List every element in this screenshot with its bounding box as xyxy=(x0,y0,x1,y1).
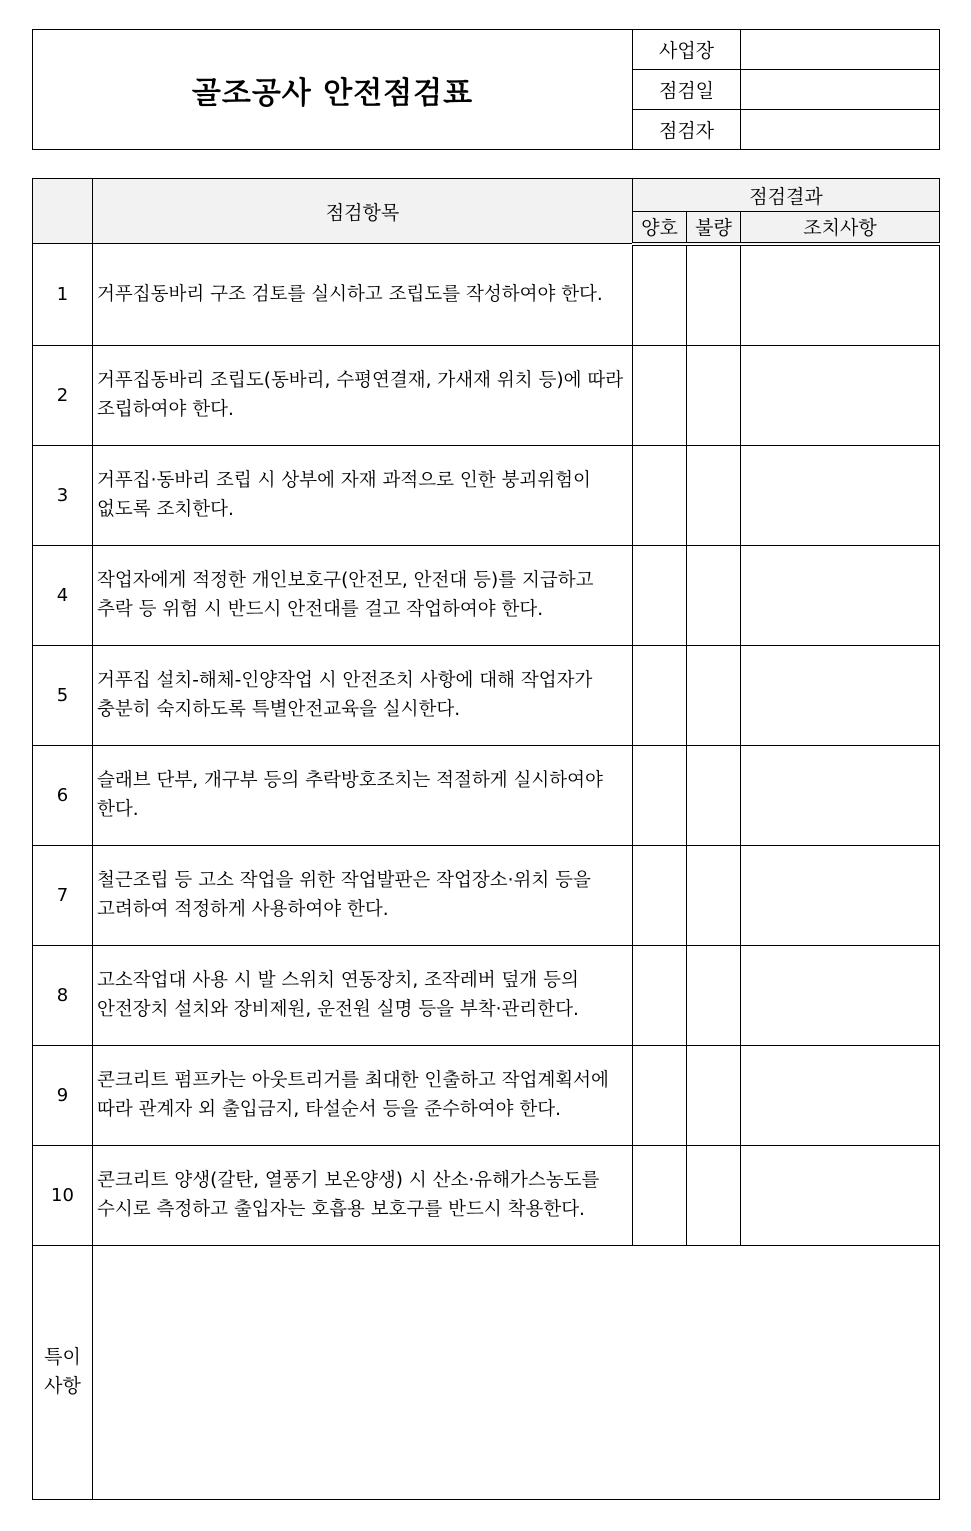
action-field[interactable] xyxy=(741,545,940,645)
action-field[interactable] xyxy=(741,244,940,346)
bad-checkbox[interactable] xyxy=(687,645,741,745)
inspection-date-label: 점검일 xyxy=(633,70,741,110)
table-row xyxy=(33,845,940,945)
checklist-table xyxy=(32,178,940,1500)
table-row xyxy=(33,1145,940,1245)
good-checkbox[interactable] xyxy=(633,1045,687,1145)
good-checkbox[interactable] xyxy=(633,945,687,1045)
bad-checkbox[interactable] xyxy=(687,445,741,545)
action-column-header: 조치사항 xyxy=(741,212,940,244)
check-item-text: 거푸집·동바리 조립 시 상부에 자재 과적으로 인한 붕괴위험이 없도록 조치한다. xyxy=(93,445,633,545)
remarks-label-line-2: 사항 xyxy=(44,1375,81,1397)
row-number: 1 xyxy=(33,244,93,346)
remarks-label-line-1: 특이 xyxy=(44,1346,81,1368)
table-row xyxy=(33,244,940,346)
header-table xyxy=(32,29,940,150)
site-label: 사업장 xyxy=(633,30,741,70)
table-row xyxy=(33,445,940,545)
row-number: 7 xyxy=(33,845,93,945)
number-column-header xyxy=(33,179,93,244)
good-column-header: 양호 xyxy=(633,212,687,244)
action-field[interactable] xyxy=(741,1145,940,1245)
action-field[interactable] xyxy=(741,845,940,945)
bad-checkbox[interactable] xyxy=(687,845,741,945)
bad-checkbox[interactable] xyxy=(687,1145,741,1245)
bad-checkbox[interactable] xyxy=(687,244,741,346)
action-field[interactable] xyxy=(741,945,940,1045)
bad-checkbox[interactable] xyxy=(687,945,741,1045)
inspection-date-field[interactable] xyxy=(741,70,940,110)
bad-checkbox[interactable] xyxy=(687,345,741,445)
table-row xyxy=(33,745,940,845)
good-checkbox[interactable] xyxy=(633,244,687,346)
table-row xyxy=(33,545,940,645)
remarks-field[interactable] xyxy=(93,1245,940,1499)
good-checkbox[interactable] xyxy=(633,445,687,545)
table-row xyxy=(33,945,940,1045)
bad-checkbox[interactable] xyxy=(687,745,741,845)
row-number: 8 xyxy=(33,945,93,1045)
page-title: 골조공사 안전점검표 xyxy=(33,30,633,150)
check-item-text: 철근조립 등 고소 작업을 위한 작업발판은 작업장소·위치 등을 고려하여 적정하게 사용하여야 한다. xyxy=(93,845,633,945)
inspector-field[interactable] xyxy=(741,110,940,150)
bad-checkbox[interactable] xyxy=(687,545,741,645)
inspector-label: 점검자 xyxy=(633,110,741,150)
check-item-text: 콘크리트 펌프카는 아웃트리거를 최대한 인출하고 작업계획서에 따라 관계자 외 출입금지, 타설순서 등을 준수하여야 한다. xyxy=(93,1045,633,1145)
result-column-header: 점검결과 xyxy=(633,179,940,212)
check-item-text: 슬래브 단부, 개구부 등의 추락방호조치는 적절하게 실시하여야 한다. xyxy=(93,745,633,845)
table-row xyxy=(33,345,940,445)
item-column-header: 점검항목 xyxy=(93,179,633,244)
check-item-text: 거푸집 설치-해체-인양작업 시 안전조치 사항에 대해 작업자가 충분히 숙지하도록 특별안전교육을 실시한다. xyxy=(93,645,633,745)
action-field[interactable] xyxy=(741,445,940,545)
row-number: 3 xyxy=(33,445,93,545)
bad-column-header: 불량 xyxy=(687,212,741,244)
remarks-row xyxy=(33,1245,940,1499)
check-item-text: 작업자에게 적정한 개인보호구(안전모, 안전대 등)를 지급하고 추락 등 위험 시 반드시 안전대를 걸고 작업하여야 한다. xyxy=(93,545,633,645)
row-number: 10 xyxy=(33,1145,93,1245)
check-item-text: 콘크리트 양생(갈탄, 열풍기 보온양생) 시 산소·유해가스농도를 수시로 측정하고 출입자는 호흡용 보호구를 반드시 착용한다. xyxy=(93,1145,633,1245)
remarks-label xyxy=(33,1245,93,1499)
row-number: 9 xyxy=(33,1045,93,1145)
good-checkbox[interactable] xyxy=(633,645,687,745)
table-row xyxy=(33,1045,940,1145)
action-field[interactable] xyxy=(741,1045,940,1145)
row-number: 2 xyxy=(33,345,93,445)
row-number: 4 xyxy=(33,545,93,645)
good-checkbox[interactable] xyxy=(633,345,687,445)
bad-checkbox[interactable] xyxy=(687,1045,741,1145)
good-checkbox[interactable] xyxy=(633,545,687,645)
check-item-text: 거푸집동바리 구조 검토를 실시하고 조립도를 작성하여야 한다. xyxy=(93,244,633,346)
check-item-text: 고소작업대 사용 시 발 스위치 연동장치, 조작레버 덮개 등의 안전장치 설치와 장비제원, 운전원 실명 등을 부착·관리한다. xyxy=(93,945,633,1045)
check-item-text: 거푸집동바리 조립도(동바리, 수평연결재, 가새재 위치 등)에 따라 조립하여야 한다. xyxy=(93,345,633,445)
good-checkbox[interactable] xyxy=(633,845,687,945)
action-field[interactable] xyxy=(741,345,940,445)
table-row xyxy=(33,645,940,745)
good-checkbox[interactable] xyxy=(633,745,687,845)
site-field[interactable] xyxy=(741,30,940,70)
action-field[interactable] xyxy=(741,745,940,845)
good-checkbox[interactable] xyxy=(633,1145,687,1245)
row-number: 6 xyxy=(33,745,93,845)
row-number: 5 xyxy=(33,645,93,745)
action-field[interactable] xyxy=(741,645,940,745)
